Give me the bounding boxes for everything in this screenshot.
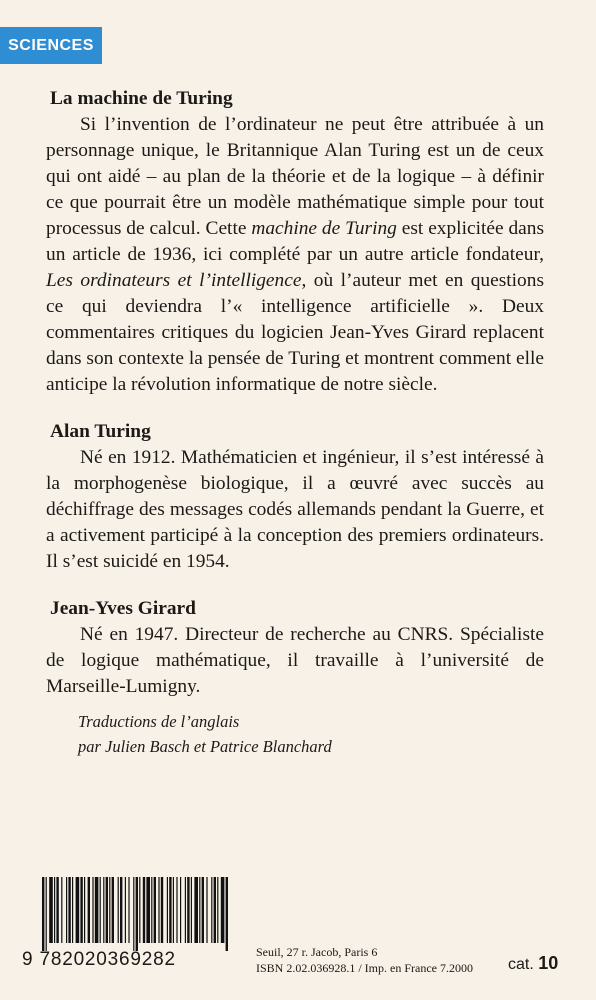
category-tag: SCIENCES — [0, 27, 102, 64]
barcode-bar — [42, 877, 44, 951]
barcode-bar — [56, 877, 58, 943]
section-heading: La machine de Turing — [50, 88, 233, 109]
barcode-bar — [66, 877, 67, 943]
barcode-bar — [185, 877, 186, 943]
barcode-bar — [103, 877, 104, 943]
barcode-bar — [125, 877, 126, 943]
barcode-bar — [139, 877, 140, 943]
barcode-bar — [180, 877, 181, 943]
barcode-bar — [169, 877, 171, 943]
barcode-bar — [49, 877, 53, 943]
barcode-bars — [22, 877, 232, 951]
barcode-bar — [106, 877, 108, 943]
barcode-bar — [214, 877, 216, 943]
section-machine — [46, 86, 544, 398]
barcode-bar — [112, 877, 114, 943]
barcode-bar — [211, 877, 212, 943]
text-run: Né en 1947. Directeur de recherche au CNRS. Spécialiste de logique mathématique, il travaille à l’université de Marseille-Lumigny. — [46, 624, 544, 697]
barcode-bar — [199, 877, 200, 943]
translation-credits — [78, 709, 498, 759]
barcode-bar — [92, 877, 93, 943]
barcode-bar — [173, 877, 174, 943]
section-heading: Alan Turing — [50, 421, 151, 442]
barcode-bar — [118, 877, 119, 943]
credits-line: par Julien Basch et Patrice Blanchard — [78, 737, 332, 756]
barcode-bar — [84, 877, 85, 943]
barcode-bar — [194, 877, 198, 943]
cat-label: cat. — [508, 956, 534, 973]
barcode-right-group: 369282 — [107, 949, 176, 970]
barcode-first-digit: 9 — [22, 949, 34, 970]
barcode-bar — [88, 877, 90, 943]
section-paragraph — [46, 445, 544, 575]
barcode-bar — [161, 877, 163, 943]
publisher-info — [256, 944, 473, 976]
barcode-bar — [146, 877, 150, 943]
barcode-bar — [46, 877, 47, 951]
barcode-bar — [143, 877, 145, 943]
barcode-bar — [191, 877, 192, 943]
section-paragraph — [46, 622, 544, 700]
barcode-bar — [221, 877, 225, 943]
barcode-bar — [100, 877, 101, 943]
text-run: Né en 1912. Mathématicien et ingénieur, il s’est intéressé à la morphogenèse biologique, il a œuvré avec succès au déchiffrage des messages codés allemands pendant la Guerre, et a activement participé à la conception des premiers ordinateurs. Il s’est suicidé en 1954. — [46, 447, 544, 572]
barcode-bar — [109, 877, 110, 943]
barcode-bar — [158, 877, 159, 943]
section-paragraph — [46, 112, 544, 398]
barcode-bar — [68, 877, 70, 943]
isbn-line: ISBN 2.02.036928.1 / Imp. en France 7.2000 — [256, 961, 473, 975]
catalog-number — [508, 953, 558, 974]
barcode-bar — [133, 877, 134, 951]
barcode-bar — [136, 877, 138, 951]
publisher-address: Seuil, 27 r. Jacob, Paris 6 — [256, 945, 378, 959]
isbn-barcode — [22, 877, 232, 971]
barcode-bar — [226, 877, 228, 951]
barcode-bar — [54, 877, 55, 943]
barcode-bar — [167, 877, 168, 943]
text-run: Si l’invention de l’ordinateur ne peut être attribuée à un personnage unique, le Britannique Alan Turing est un de ceux qui ont aidé – au plan de la théorie et de la logique – à définir ce que pourrait être un modèle mathématique simple pour tout processus de calcul. Cette — [46, 114, 544, 239]
section-turing — [46, 419, 544, 575]
text-run: est explicitée dans un article de 1936, ici complété par un autre article fondateur, — [46, 218, 544, 265]
barcode-bar — [151, 877, 152, 943]
barcode-bar — [80, 877, 82, 943]
cat-number: 10 — [538, 953, 559, 973]
barcode-bar — [128, 877, 129, 943]
credits-line: Traductions de l’anglais — [78, 712, 240, 731]
barcode-bar — [206, 877, 207, 943]
barcode-bar — [61, 877, 62, 943]
barcode-digits — [22, 949, 232, 971]
barcode-bar — [72, 877, 73, 943]
section-heading: Jean-Yves Girard — [50, 598, 196, 619]
barcode-bar — [76, 877, 80, 943]
barcode-bar — [202, 877, 204, 943]
barcode-bar — [217, 877, 218, 943]
barcode-bar — [187, 877, 189, 943]
text-run-italic: machine de Turing — [251, 218, 397, 239]
section-girard — [46, 596, 544, 700]
barcode-bar — [120, 877, 122, 943]
barcode-bar — [95, 877, 99, 943]
text-run-italic: Les ordinateurs et l’intelligence — [46, 270, 302, 291]
text-run: , où l’auteur met en questions ce qui deviendra l’« intelligence artificielle ». Deux commentaires critiques du logicien Jean-Yves Girard replacent dans son contexte la pensée de Turing et montrent comment elle anticipe la révolution informatique de notre siècle. — [46, 270, 544, 395]
back-cover-text — [46, 86, 544, 700]
barcode-left-group: 782020 — [39, 949, 108, 970]
barcode-bar — [176, 877, 177, 943]
barcode-bar — [154, 877, 156, 943]
